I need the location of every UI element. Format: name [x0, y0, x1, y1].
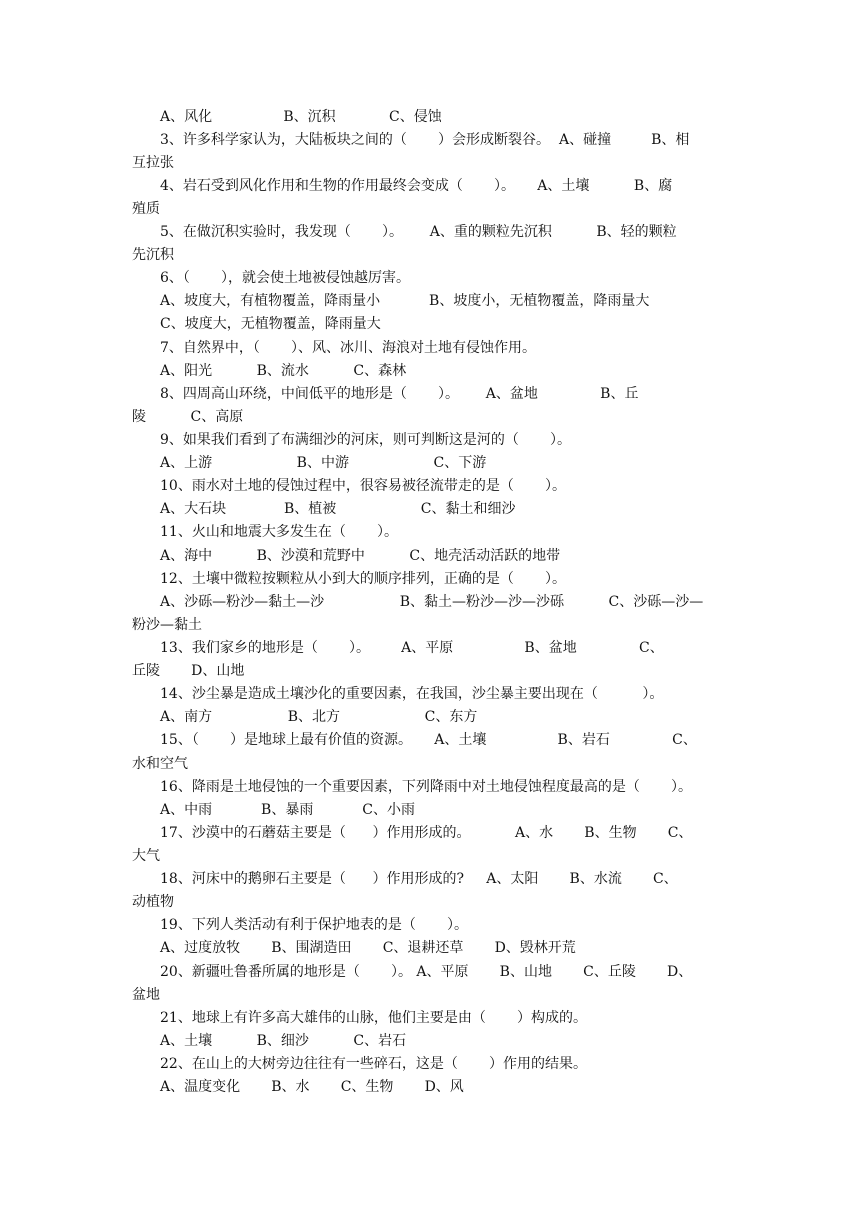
text-line: 20、新疆吐鲁番所属的地形是（ ）。 A、平原 B、山地 C、丘陵 D、 — [160, 964, 693, 980]
text-line: 10、雨水对土地的侵蚀过程中，很容易被径流带走的是（ ）。 — [160, 478, 566, 494]
text-line: 互拉张 — [132, 155, 174, 171]
text-line: A、阳光 B、流水 C、森林 — [160, 363, 407, 379]
text-line: 殖质 — [132, 201, 160, 217]
text-line: A、风化 B、沉积 C、侵蚀 — [160, 109, 442, 125]
text-line: A、上游 B、中游 C、下游 — [160, 455, 487, 471]
text-line: 19、下列人类活动有利于保护地表的是（ ）。 — [160, 917, 468, 933]
text-line: 11、火山和地震大多发生在（ ）。 — [160, 524, 398, 540]
text-line: 盆地 — [132, 987, 160, 1003]
text-line: 3、许多科学家认为，大陆板块之间的（ ）会形成断裂谷。 A、碰撞 B、相 — [160, 132, 690, 148]
text-line: 22、在山上的大树旁边往往有一些碎石，这是（ ）作用的结果。 — [160, 1056, 587, 1072]
text-line: C、坡度大，无植物覆盖，降雨量大 — [160, 316, 381, 332]
text-line: 15、（ ）是地球上最有价值的资源。 A、土壤 B、岩石 C、 — [160, 732, 697, 748]
text-line: 7、自然界中，（ ）、风、冰川、海浪对土地有侵蚀作用。 — [160, 340, 537, 356]
text-line: 4、岩石受到风化作用和生物的作用最终会变成（ ）。 A、土壤 B、腐 — [160, 178, 673, 194]
text-line: A、土壤 B、细沙 C、岩石 — [160, 1033, 407, 1049]
text-line: A、南方 B、北方 C、东方 — [160, 709, 478, 725]
text-line: A、温度变化 B、水 C、生物 D、风 — [160, 1079, 464, 1095]
text-line: 动植物 — [132, 894, 174, 910]
text-line: A、过度放牧 B、围湖造田 C、退耕还草 D、毁林开荒 — [160, 940, 576, 956]
text-line: 8、四周高山环绕，中间低平的地形是（ ）。 A、盆地 B、丘 — [160, 386, 639, 402]
text-line: 6、（ ），就会使土地被侵蚀越厉害。 — [160, 270, 411, 286]
text-line: 21、地球上有许多高大雄伟的山脉，他们主要是由（ ）构成的。 — [160, 1010, 587, 1026]
text-line: A、中雨 B、暴雨 C、小雨 — [160, 802, 416, 818]
text-line: 5、在做沉积实验时，我发现（ ）。 A、重的颗粒先沉积 B、轻的颗粒 — [160, 224, 677, 240]
text-line: 18、河床中的鹅卵石主要是（ ）作用形成的? A、太阳 B、水流 C、 — [160, 871, 678, 887]
text-line: 先沉积 — [132, 247, 174, 263]
text-line: 丘陵 D、山地 — [132, 663, 245, 679]
text-line: 水和空气 — [132, 756, 188, 772]
text-line: 陵 C、高原 — [132, 409, 244, 425]
text-line: A、坡度大，有植物覆盖，降雨量小 B、坡度小，无植物覆盖，降雨量大 — [160, 293, 650, 309]
text-line: 16、降雨是土地侵蚀的一个重要因素，下列降雨中对土地侵蚀程度最高的是（ ）。 — [160, 779, 692, 795]
text-line: A、沙砾—粉沙—黏土—沙 B、黏土—粉沙—沙—沙砾 C、沙砾—沙— — [160, 594, 704, 610]
text-line: 14、沙尘暴是造成土壤沙化的重要因素，在我国，沙尘暴主要出现在（ ）。 — [160, 686, 664, 702]
text-line: A、大石块 B、植被 C、黏土和细沙 — [160, 501, 516, 517]
text-line: 大气 — [132, 848, 160, 864]
text-line: 9、如果我们看到了布满细沙的河床，则可判断这是河的（ ）。 — [160, 432, 572, 448]
text-line: 17、沙漠中的石蘑菇主要是（ ）作用形成的。 A、水 B、生物 C、 — [160, 825, 693, 841]
text-line: 粉沙—黏土 — [132, 617, 202, 633]
text-line: 13、我们家乡的地形是（ ）。 A、平原 B、盆地 C、 — [160, 640, 664, 656]
text-line: A、海中 B、沙漠和荒野中 C、地壳活动活跃的地带 — [160, 548, 561, 564]
text-line: 12、土壤中微粒按颗粒从小到大的顺序排列，正确的是（ ）。 — [160, 571, 566, 587]
